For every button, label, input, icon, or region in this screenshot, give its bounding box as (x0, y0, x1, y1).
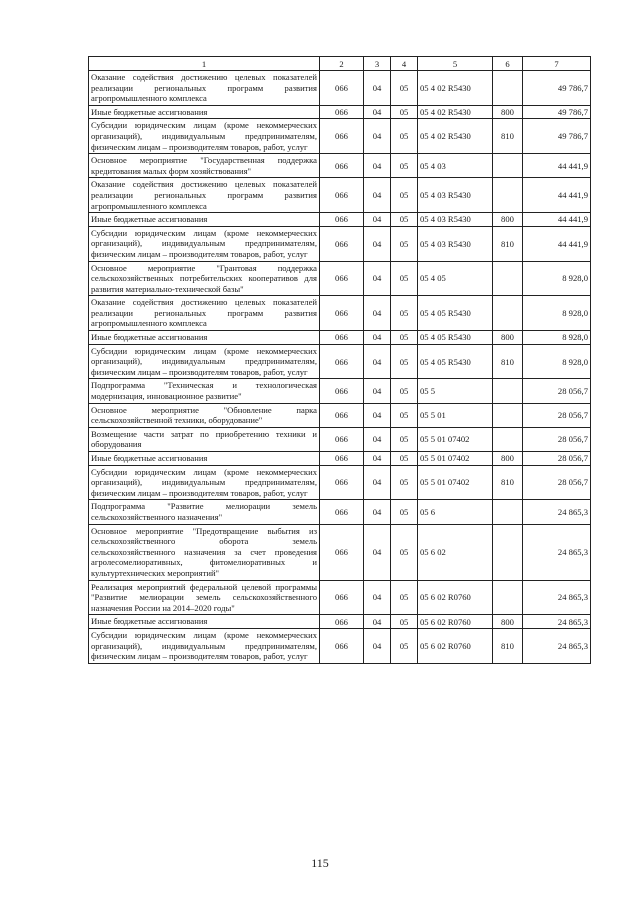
section-cell: 04 (364, 119, 391, 154)
expense-type-cell: 810 (493, 344, 523, 379)
gp-code-cell: 066 (320, 500, 364, 524)
gp-code-cell: 066 (320, 580, 364, 615)
expense-type-cell: 800 (493, 452, 523, 466)
section-cell: 04 (364, 465, 391, 500)
row-name-cell: Иные бюджетные ассигнования (89, 105, 320, 119)
row-name-cell: Оказание содействия достижению целевых показателей реализации региональных программ развития агропромышленного комплекса (89, 178, 320, 213)
target-article-cell: 05 4 02 R5430 (418, 71, 493, 106)
gp-code-cell: 066 (320, 154, 364, 178)
section-cell: 04 (364, 71, 391, 106)
gp-code-cell: 066 (320, 403, 364, 427)
expense-type-cell (493, 580, 523, 615)
target-article-cell: 05 5 01 07402 (418, 465, 493, 500)
expense-type-cell: 800 (493, 213, 523, 227)
subsection-cell: 05 (391, 178, 418, 213)
subsection-cell: 05 (391, 71, 418, 106)
column-header: 2 (320, 57, 364, 71)
section-cell: 04 (364, 213, 391, 227)
amount-cell: 28 056,7 (523, 379, 591, 403)
gp-code-cell: 066 (320, 71, 364, 106)
gp-code-cell: 066 (320, 119, 364, 154)
section-cell: 04 (364, 628, 391, 663)
amount-cell: 44 441,9 (523, 154, 591, 178)
column-header: 5 (418, 57, 493, 71)
section-cell: 04 (364, 178, 391, 213)
expense-type-cell (493, 178, 523, 213)
table-row (89, 71, 591, 106)
section-cell: 04 (364, 427, 391, 451)
amount-cell: 28 056,7 (523, 452, 591, 466)
section-cell: 04 (364, 331, 391, 345)
amount-cell: 28 056,7 (523, 403, 591, 427)
gp-code-cell: 066 (320, 226, 364, 261)
subsection-cell: 05 (391, 105, 418, 119)
expense-type-cell (493, 500, 523, 524)
row-name-cell: Подпрограмма "Техническая и технологическая модернизация, инновационное развитие" (89, 379, 320, 403)
section-cell: 04 (364, 403, 391, 427)
subsection-cell: 05 (391, 226, 418, 261)
row-name-cell: Иные бюджетные ассигнования (89, 213, 320, 227)
expense-type-cell: 810 (493, 465, 523, 500)
subsection-cell: 05 (391, 580, 418, 615)
subsection-cell: 05 (391, 213, 418, 227)
amount-cell: 24 865,3 (523, 524, 591, 580)
row-name-cell: Реализация мероприятий федеральной целевой программы "Развитие мелиорации земель сельскохозяйственного назначения России на 2014–2020 годы" (89, 580, 320, 615)
subsection-cell: 05 (391, 465, 418, 500)
amount-cell: 49 786,7 (523, 71, 591, 106)
gp-code-cell: 066 (320, 379, 364, 403)
gp-code-cell: 066 (320, 628, 364, 663)
table-row (89, 105, 591, 119)
gp-code-cell: 066 (320, 105, 364, 119)
header-row (89, 57, 591, 71)
expense-type-cell: 800 (493, 331, 523, 345)
expense-type-cell (493, 296, 523, 331)
expense-type-cell (493, 427, 523, 451)
table-row (89, 344, 591, 379)
column-header: 6 (493, 57, 523, 71)
row-name-cell: Субсидии юридическим лицам (кроме некоммерческих организаций), индивидуальным предпринимателям, физическим лицам – производителям товаров, работ, услуг (89, 628, 320, 663)
gp-code-cell: 066 (320, 465, 364, 500)
amount-cell: 28 056,7 (523, 465, 591, 500)
column-header: 1 (89, 57, 320, 71)
row-name-cell: Основное мероприятие "Обновление парка сельскохозяйственной техники, оборудование" (89, 403, 320, 427)
amount-cell: 44 441,9 (523, 213, 591, 227)
amount-cell: 24 865,3 (523, 500, 591, 524)
row-name-cell: Субсидии юридическим лицам (кроме некоммерческих организаций), индивидуальным предпринимателям, физическим лицам – производителям товаров, работ, услуг (89, 465, 320, 500)
gp-code-cell: 066 (320, 178, 364, 213)
section-cell: 04 (364, 452, 391, 466)
gp-code-cell: 066 (320, 427, 364, 451)
table-row (89, 427, 591, 451)
row-name-cell: Основное мероприятие "Грантовая поддержка сельскохозяйственных потребительских кооперативов для развития материально-технической базы" (89, 261, 320, 296)
expense-type-cell: 810 (493, 628, 523, 663)
expense-type-cell: 800 (493, 105, 523, 119)
section-cell: 04 (364, 615, 391, 629)
expense-type-cell: 800 (493, 615, 523, 629)
gp-code-cell: 066 (320, 524, 364, 580)
amount-cell: 49 786,7 (523, 119, 591, 154)
target-article-cell: 05 6 02 R0760 (418, 628, 493, 663)
expense-type-cell (493, 261, 523, 296)
column-header: 7 (523, 57, 591, 71)
section-cell: 04 (364, 105, 391, 119)
target-article-cell: 05 5 01 07402 (418, 427, 493, 451)
subsection-cell: 05 (391, 500, 418, 524)
subsection-cell: 05 (391, 452, 418, 466)
table-row (89, 615, 591, 629)
subsection-cell: 05 (391, 331, 418, 345)
target-article-cell: 05 4 03 R5430 (418, 178, 493, 213)
row-name-cell: Оказание содействия достижению целевых показателей реализации региональных программ развития агропромышленного комплекса (89, 296, 320, 331)
table-row (89, 226, 591, 261)
expense-type-cell (493, 403, 523, 427)
column-header: 3 (364, 57, 391, 71)
amount-cell: 49 786,7 (523, 105, 591, 119)
row-name-cell: Основное мероприятие "Предотвращение выбытия из сельскохозяйственного оборота земель сельскохозяйственного назначения за счет проведения агролесомелиоративных, фитомелиоративных и культуртехнических мероприятий" (89, 524, 320, 580)
row-name-cell: Субсидии юридическим лицам (кроме некоммерческих организаций), индивидуальным предпринимателям, физическим лицам – производителям товаров, работ, услуг (89, 119, 320, 154)
table-row (89, 119, 591, 154)
target-article-cell: 05 6 02 R0760 (418, 615, 493, 629)
row-name-cell: Иные бюджетные ассигнования (89, 615, 320, 629)
table-row (89, 331, 591, 345)
row-name-cell: Возмещение части затрат по приобретению техники и оборудования (89, 427, 320, 451)
row-name-cell: Оказание содействия достижению целевых показателей реализации региональных программ развития агропромышленного комплекса (89, 71, 320, 106)
target-article-cell: 05 4 03 R5430 (418, 213, 493, 227)
budget-table (88, 56, 591, 664)
target-article-cell: 05 4 05 R5430 (418, 344, 493, 379)
target-article-cell: 05 5 01 07402 (418, 452, 493, 466)
gp-code-cell: 066 (320, 296, 364, 331)
amount-cell: 28 056,7 (523, 427, 591, 451)
expense-type-cell (493, 379, 523, 403)
amount-cell: 44 441,9 (523, 226, 591, 261)
expense-type-cell (493, 154, 523, 178)
expense-type-cell: 810 (493, 119, 523, 154)
target-article-cell: 05 6 (418, 500, 493, 524)
table-row (89, 213, 591, 227)
subsection-cell: 05 (391, 628, 418, 663)
amount-cell: 44 441,9 (523, 178, 591, 213)
section-cell: 04 (364, 580, 391, 615)
table-row (89, 580, 591, 615)
table-row (89, 524, 591, 580)
row-name-cell: Субсидии юридическим лицам (кроме некоммерческих организаций), индивидуальным предпринимателям, физическим лицам – производителям товаров, работ, услуг (89, 344, 320, 379)
subsection-cell: 05 (391, 427, 418, 451)
section-cell: 04 (364, 344, 391, 379)
target-article-cell: 05 4 05 R5430 (418, 296, 493, 331)
gp-code-cell: 066 (320, 261, 364, 296)
table-row (89, 379, 591, 403)
expense-type-cell: 810 (493, 226, 523, 261)
page-number: 115 (311, 856, 329, 870)
target-article-cell: 05 6 02 (418, 524, 493, 580)
amount-cell: 8 928,0 (523, 331, 591, 345)
gp-code-cell: 066 (320, 213, 364, 227)
subsection-cell: 05 (391, 296, 418, 331)
target-article-cell: 05 5 01 (418, 403, 493, 427)
subsection-cell: 05 (391, 119, 418, 154)
amount-cell: 24 865,3 (523, 580, 591, 615)
subsection-cell: 05 (391, 344, 418, 379)
amount-cell: 24 865,3 (523, 628, 591, 663)
row-name-cell: Подпрограмма "Развитие мелиорации земель сельскохозяйственного назначения" (89, 500, 320, 524)
amount-cell: 24 865,3 (523, 615, 591, 629)
row-name-cell: Иные бюджетные ассигнования (89, 452, 320, 466)
amount-cell: 8 928,0 (523, 344, 591, 379)
target-article-cell: 05 6 02 R0760 (418, 580, 493, 615)
subsection-cell: 05 (391, 379, 418, 403)
table-row (89, 178, 591, 213)
section-cell: 04 (364, 296, 391, 331)
section-cell: 04 (364, 261, 391, 296)
gp-code-cell: 066 (320, 615, 364, 629)
row-name-cell: Основное мероприятие "Государственная поддержка кредитования малых форм хозяйствования" (89, 154, 320, 178)
table-row (89, 296, 591, 331)
table-row (89, 261, 591, 296)
table-row (89, 628, 591, 663)
subsection-cell: 05 (391, 261, 418, 296)
table-row (89, 500, 591, 524)
row-name-cell: Иные бюджетные ассигнования (89, 331, 320, 345)
subsection-cell: 05 (391, 403, 418, 427)
subsection-cell: 05 (391, 154, 418, 178)
subsection-cell: 05 (391, 615, 418, 629)
section-cell: 04 (364, 500, 391, 524)
target-article-cell: 05 4 05 R5430 (418, 331, 493, 345)
section-cell: 04 (364, 379, 391, 403)
target-article-cell: 05 4 03 R5430 (418, 226, 493, 261)
gp-code-cell: 066 (320, 344, 364, 379)
row-name-cell: Субсидии юридическим лицам (кроме некоммерческих организаций), индивидуальным предпринимателям, физическим лицам – производителям товаров, работ, услуг (89, 226, 320, 261)
target-article-cell: 05 4 03 (418, 154, 493, 178)
gp-code-cell: 066 (320, 452, 364, 466)
target-article-cell: 05 5 (418, 379, 493, 403)
amount-cell: 8 928,0 (523, 261, 591, 296)
amount-cell: 8 928,0 (523, 296, 591, 331)
section-cell: 04 (364, 154, 391, 178)
table-row (89, 452, 591, 466)
target-article-cell: 05 4 05 (418, 261, 493, 296)
column-header: 4 (391, 57, 418, 71)
expense-type-cell (493, 524, 523, 580)
table-row (89, 154, 591, 178)
table-row (89, 403, 591, 427)
subsection-cell: 05 (391, 524, 418, 580)
expense-type-cell (493, 71, 523, 106)
target-article-cell: 05 4 02 R5430 (418, 105, 493, 119)
table-row (89, 465, 591, 500)
section-cell: 04 (364, 226, 391, 261)
gp-code-cell: 066 (320, 331, 364, 345)
section-cell: 04 (364, 524, 391, 580)
target-article-cell: 05 4 02 R5430 (418, 119, 493, 154)
